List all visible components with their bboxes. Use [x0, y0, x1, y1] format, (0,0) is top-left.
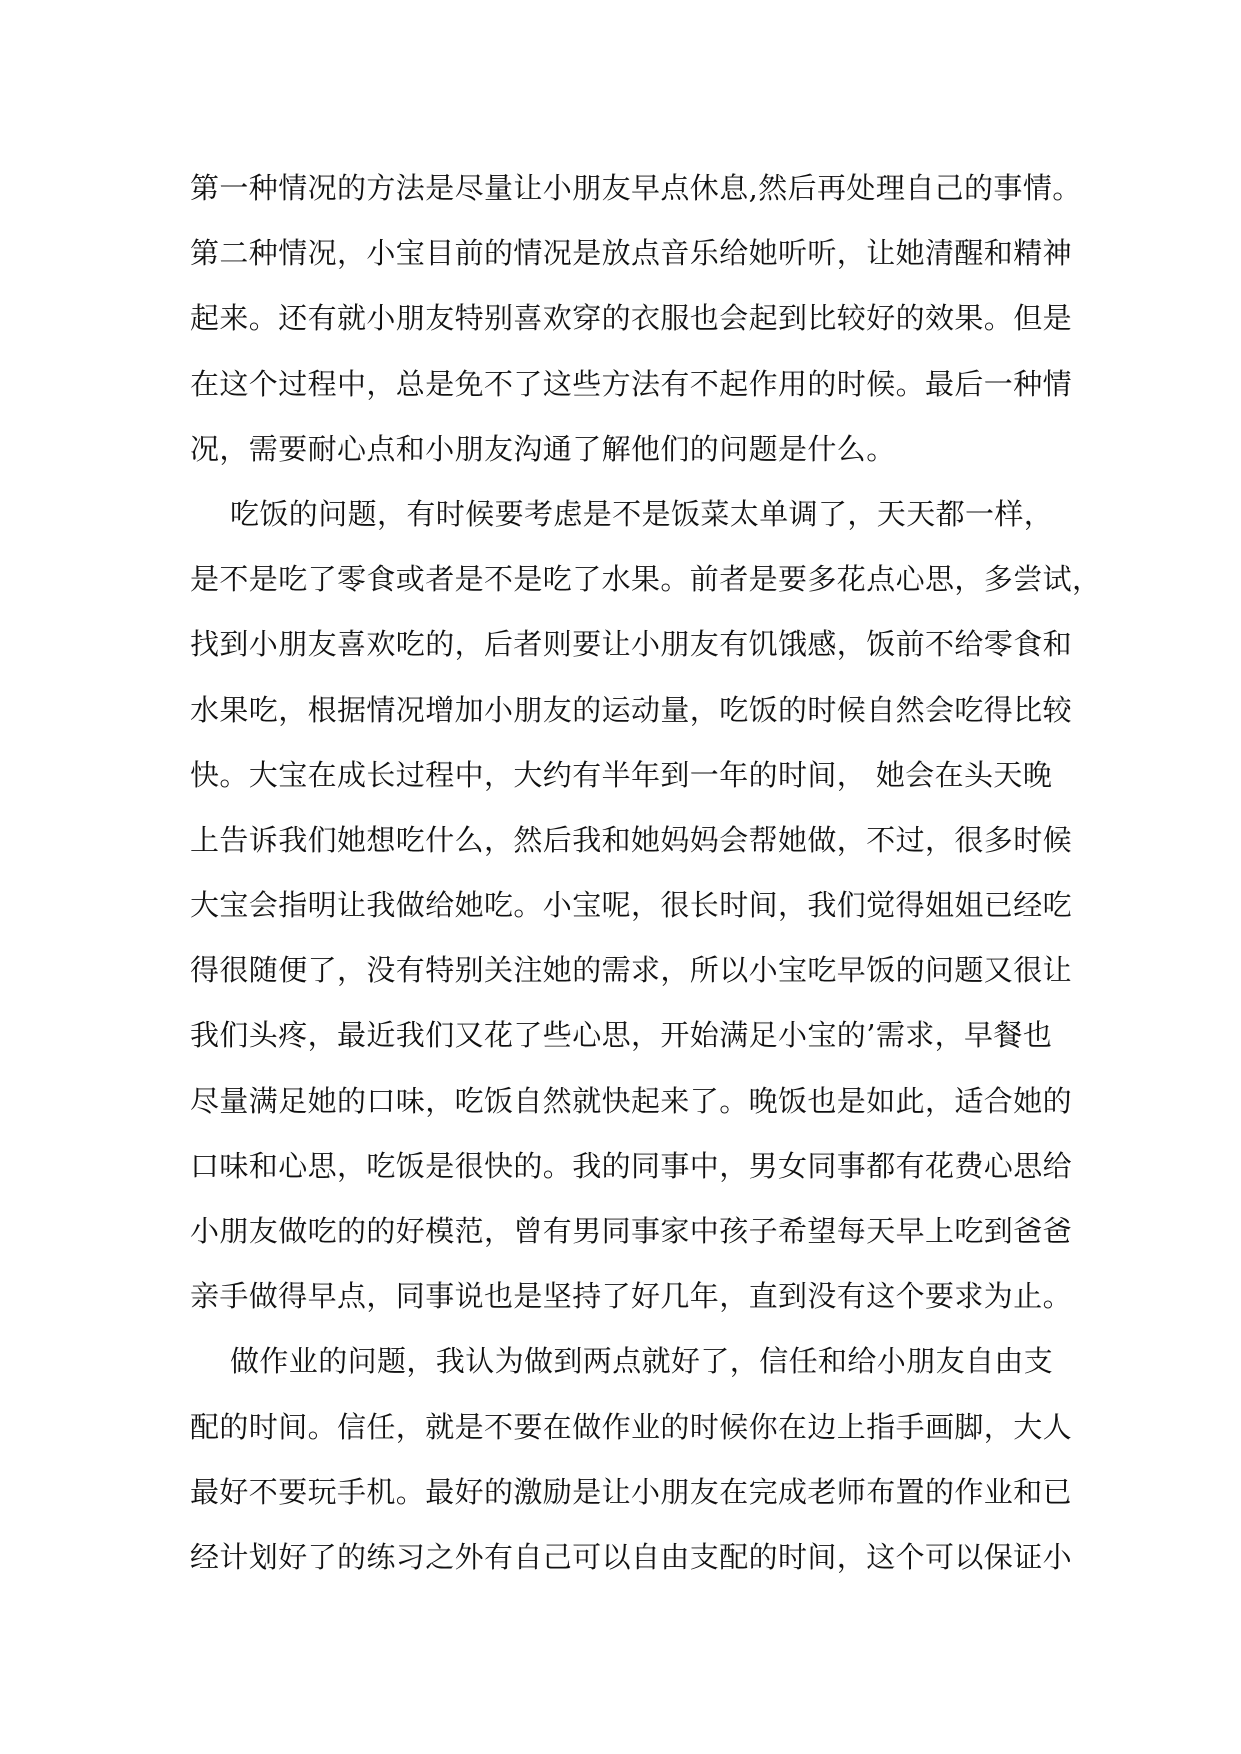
- text-line: 小朋友做吃的的好模范，曾有男同事家中孩子希望每天早上吃到爸爸: [190, 1214, 1073, 1248]
- text-line: 上告诉我们她想吃什么，然后我和她妈妈会帮她做，不过，很多时候: [190, 822, 1073, 857]
- body-text: [190, 156, 1102, 1590]
- text-line: 经计划好了的练习之外有自己可以自由支配的时间，这个可以保证小: [190, 1539, 1073, 1574]
- text-line: 是不是吃了零食或者是不是吃了水果。前者是要多花点心思，多尝试，: [190, 562, 1102, 597]
- text-line: 亲手做得早点，同事说也是坚持了好几年，直到没有这个要求为止。: [190, 1279, 1073, 1314]
- text-line: 尽量满足她的口味，吃饭自然就快起来了。晚饭也是如此，适合她的: [190, 1083, 1073, 1118]
- paragraph-first-line: 吃饭的问题，有时候要考虑是不是饭菜太单调了，天天都一样，: [230, 496, 1054, 531]
- text-line: 在这个过程中，总是免不了这些方法有不起作用的时候。最后一种情: [190, 366, 1073, 401]
- text-line: 找到小朋友喜欢吃的，后者则要让小朋友有饥饿感，饭前不给零食和: [190, 627, 1073, 662]
- text-line: 口味和心思，吃饭是很快的。我的同事中，男女同事都有花费心思给: [190, 1148, 1073, 1183]
- text-line: 配的时间。信任，就是不要在做作业的时候你在边上指手画脚，大人: [190, 1409, 1073, 1444]
- text-line: 大宝会指明让我做给她吃。小宝呢，很长时间，我们觉得姐姐已经吃: [190, 888, 1073, 923]
- paragraph-first-line: 做作业的问题，我认为做到两点就好了，信任和给小朋友自由支: [230, 1344, 1054, 1379]
- text-line: 我们头疼，最近我们又花了些心思，开始满足小宝的’需求，早餐也: [190, 1018, 1053, 1053]
- text-line: 得很随便了，没有特别关注她的需求，所以小宝吃早饭的问题又很让: [190, 953, 1073, 988]
- text-line: 快。大宝在成长过程中，大约有半年到一年的时间， 她会在头天晚: [190, 757, 1053, 792]
- text-line: 第二种情况，小宝目前的情况是放点音乐给她听听，让她清醒和精神: [190, 236, 1073, 271]
- text-line: 第一种情况的方法是尽量让小朋友早点休息,然后再处理自己的事情。: [190, 171, 1082, 205]
- text-line: 起来。还有就小朋友特别喜欢穿的衣服也会起到比较好的效果。但是: [190, 301, 1073, 336]
- text-line: 水果吃，根据情况增加小朋友的运动量，吃饭的时候自然会吃得比较: [190, 692, 1073, 727]
- text-line: 最好不要玩手机。最好的激励是让小朋友在完成老师布置的作业和已: [190, 1474, 1073, 1509]
- text-line: 况，需要耐心点和小朋友沟通了解他们的问题是什么。: [190, 431, 896, 466]
